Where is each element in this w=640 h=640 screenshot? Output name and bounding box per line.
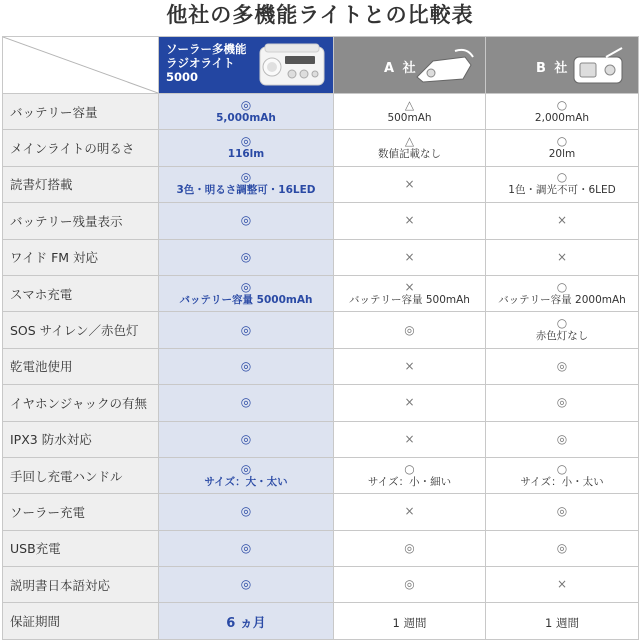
table-row (3, 385, 639, 421)
rating-mark: ◎ (556, 540, 568, 555)
cell-note: バッテリー容量 5000mAh (179, 293, 313, 306)
rating-mark: ◎ (404, 322, 415, 337)
feature-label: ワイド FM 対応 (3, 239, 159, 275)
own-cell (159, 166, 334, 202)
table-row (3, 203, 639, 239)
cell-note: 3色・明るさ調整可・16LED (176, 184, 316, 197)
rating-mark: × (404, 249, 415, 264)
table-header-row (3, 37, 639, 94)
warranty-row (3, 603, 639, 639)
table-row (3, 239, 639, 275)
own-product-header (159, 37, 334, 94)
rating-mark: ◎ (556, 358, 568, 373)
rating-mark: ○ (556, 279, 568, 294)
cell-note: 20lm (548, 148, 576, 161)
competitor-b-cell (486, 494, 639, 530)
cell-note: 500mAh (387, 111, 432, 124)
competitor-a-cell (334, 567, 486, 603)
own-cell (159, 530, 334, 566)
own-cell (159, 603, 334, 639)
rating-mark: ◎ (556, 504, 568, 519)
rating-mark: ◎ (240, 540, 252, 555)
corner-cell (3, 37, 159, 94)
rating-mark: △ (404, 134, 415, 149)
feature-label: 説明書日本語対応 (3, 567, 159, 603)
competitor-b-cell (486, 567, 639, 603)
cell-note: 赤色灯なし (535, 330, 589, 343)
competitor-a-cell (334, 239, 486, 275)
cell-note: 5,000mAh (216, 111, 276, 124)
rating-mark: ○ (556, 170, 568, 185)
rating-mark: ○ (556, 461, 568, 476)
radio-light-product-image (259, 43, 325, 87)
rating-mark: ◎ (240, 431, 252, 446)
feature-label: 手回し充電ハンドル (3, 457, 159, 493)
table-row (3, 312, 639, 348)
rating-mark: △ (404, 97, 415, 112)
rating-mark: ○ (556, 316, 568, 331)
own-cell (159, 457, 334, 493)
competitor-b-cell (486, 166, 639, 202)
cell-note: サイズ：大・太い (204, 475, 288, 488)
feature-label: ソーラー充電 (3, 494, 159, 530)
own-cell (159, 567, 334, 603)
competitor-a-cell (334, 603, 486, 639)
own-cell (159, 275, 334, 311)
rating-mark: ◎ (240, 461, 252, 476)
rating-mark: × (556, 213, 568, 228)
rating-mark: × (556, 249, 568, 264)
own-cell (159, 203, 334, 239)
competitor-a-header (334, 37, 486, 94)
competitor-a-cell (334, 130, 486, 166)
rating-mark: ◎ (240, 577, 252, 592)
competitor-b-cell (486, 312, 639, 348)
rating-mark: ◎ (404, 540, 415, 555)
competitor-a-cell (334, 530, 486, 566)
competitor-b-header (486, 37, 639, 94)
cell-note: バッテリー容量 2000mAh (498, 293, 626, 306)
cell-note: 2,000mAh (534, 111, 590, 124)
cell-note: サイズ：小・太い (520, 475, 604, 488)
table-row (3, 348, 639, 384)
table-row (3, 275, 639, 311)
feature-label: メインライトの明るさ (3, 130, 159, 166)
rating-mark: ◎ (404, 577, 415, 592)
competitor-a-cell (334, 421, 486, 457)
feature-label: バッテリー残量表示 (3, 203, 159, 239)
own-cell (159, 348, 334, 384)
cell-note: サイズ：小・細い (367, 475, 452, 488)
own-product-name-line2: ラジオライト (166, 56, 235, 70)
table-row (3, 94, 639, 130)
competitor-b-cell (486, 203, 639, 239)
competitor-a-product-image (413, 47, 475, 85)
rating-mark: ◎ (240, 134, 252, 149)
own-cell (159, 94, 334, 130)
competitor-b-name: B 社 (536, 61, 570, 76)
own-cell (159, 385, 334, 421)
feature-label: スマホ充電 (3, 275, 159, 311)
rating-mark: ◎ (240, 395, 252, 410)
table-row (3, 530, 639, 566)
rating-mark: × (556, 577, 568, 592)
cell-note: 116lm (227, 148, 265, 161)
feature-label: IPX3 防水対応 (3, 421, 159, 457)
own-cell (159, 421, 334, 457)
cell-note: 1色・調光不可・6LED (508, 184, 616, 197)
competitor-b-cell (486, 348, 639, 384)
rating-mark: ◎ (240, 249, 252, 264)
diagonal-line (3, 37, 158, 93)
rating-mark: × (404, 176, 415, 191)
rating-mark: ◎ (240, 97, 252, 112)
competitor-b-product-image (566, 47, 628, 85)
rating-mark: ◎ (240, 358, 252, 373)
cell-note: バッテリー容量 500mAh (349, 293, 470, 306)
rating-mark: ◎ (240, 170, 252, 185)
feature-label: 読書灯搭載 (3, 166, 159, 202)
own-product-name (166, 42, 256, 84)
competitor-a-cell (334, 312, 486, 348)
own-cell (159, 312, 334, 348)
feature-label: USB充電 (3, 530, 159, 566)
own-cell (159, 494, 334, 530)
rating-mark: ○ (556, 97, 568, 112)
competitor-b-cell (486, 530, 639, 566)
own-product-name-line1: ソーラー多機能 (166, 42, 247, 56)
competitor-a-cell (334, 457, 486, 493)
competitor-b-cell (486, 457, 639, 493)
cell-note: 数値記載なし (378, 148, 441, 161)
warranty-value: 1 週間 (392, 615, 427, 630)
table-row (3, 494, 639, 530)
table-row (3, 457, 639, 493)
competitor-b-cell (486, 130, 639, 166)
rating-mark: × (404, 431, 415, 446)
rating-mark: × (404, 395, 415, 410)
competitor-b-cell (486, 94, 639, 130)
own-product-name-line3: 5000 (166, 70, 199, 84)
feature-label: バッテリー容量 (3, 94, 159, 130)
rating-mark: × (404, 504, 415, 519)
competitor-b-cell (486, 385, 639, 421)
rating-mark: ◎ (240, 213, 252, 228)
table-row (3, 567, 639, 603)
rating-mark: ◎ (240, 279, 252, 294)
competitor-a-cell (334, 348, 486, 384)
table-row (3, 130, 639, 166)
rating-mark: ○ (556, 134, 568, 149)
competitor-a-cell (334, 275, 486, 311)
competitor-a-name: A 社 (384, 61, 418, 76)
competitor-a-cell (334, 203, 486, 239)
warranty-value: 1 週間 (545, 615, 579, 630)
rating-mark: ◎ (556, 431, 568, 446)
competitor-b-cell (486, 239, 639, 275)
competitor-b-cell (486, 275, 639, 311)
competitor-b-cell (486, 603, 639, 639)
rating-mark: × (404, 213, 415, 228)
rating-mark: ◎ (240, 322, 252, 337)
own-cell (159, 239, 334, 275)
competitor-a-cell (334, 166, 486, 202)
rating-mark: ○ (404, 461, 415, 476)
table-row (3, 166, 639, 202)
table-row (3, 421, 639, 457)
competitor-a-cell (334, 94, 486, 130)
feature-label: SOS サイレン／赤色灯 (3, 312, 159, 348)
comparison-table (2, 36, 639, 640)
page-title: 他社の多機能ライトとの比較表 (166, 3, 474, 27)
competitor-a-cell (334, 385, 486, 421)
warranty-value: 6 ヵ月 (226, 615, 266, 631)
competitor-a-cell (334, 494, 486, 530)
rating-mark: ◎ (240, 504, 252, 519)
feature-label: イヤホンジャックの有無 (3, 385, 159, 421)
feature-label: 保証期間 (3, 603, 159, 639)
rating-mark: × (404, 358, 415, 373)
rating-mark: × (404, 279, 415, 294)
feature-label: 乾電池使用 (3, 348, 159, 384)
rating-mark: ◎ (556, 395, 568, 410)
own-cell (159, 130, 334, 166)
competitor-b-cell (486, 421, 639, 457)
